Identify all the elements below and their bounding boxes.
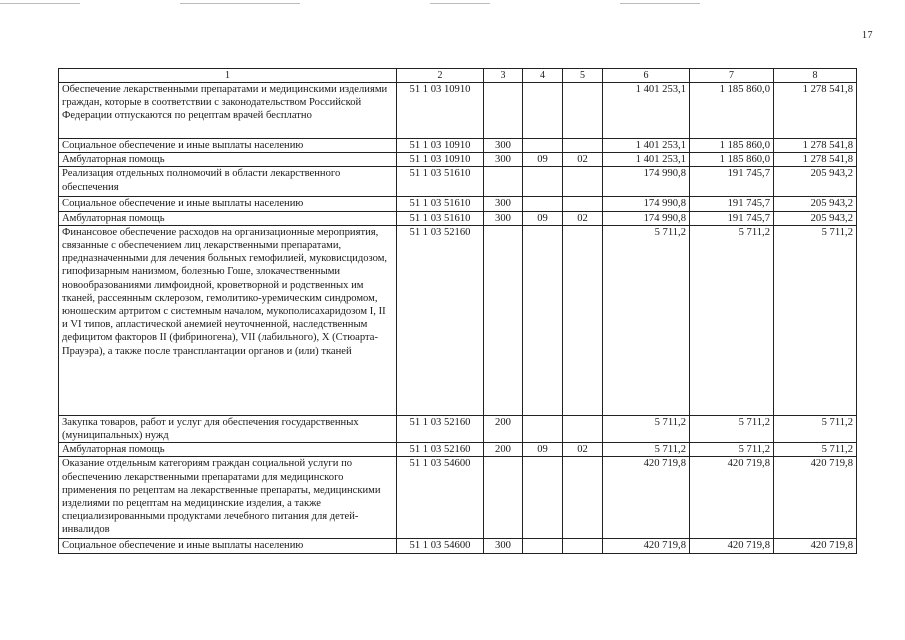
target-article-code-cell: 51 1 03 10910: [397, 153, 484, 167]
amount-year-2-cell: 5 711,2: [690, 443, 774, 457]
expense-type-cell: [484, 167, 523, 197]
expense-type-cell: 200: [484, 415, 523, 442]
target-article-code-cell: 51 1 03 54600: [397, 457, 484, 539]
column-header: 3: [484, 69, 523, 83]
expense-name-cell: Амбулаторная помощь: [59, 153, 397, 167]
section-cell: [523, 139, 563, 153]
section-cell: [523, 457, 563, 539]
section-cell: 09: [523, 211, 563, 225]
expense-name-cell: Социальное обеспечение и иные выплаты населению: [59, 539, 397, 553]
subsection-cell: 02: [563, 211, 603, 225]
amount-year-3-cell: 420 719,8: [774, 539, 857, 553]
expense-name-cell: Социальное обеспечение и иные выплаты населению: [59, 139, 397, 153]
expense-type-cell: 300: [484, 139, 523, 153]
amount-year-1-cell: 5 711,2: [603, 443, 690, 457]
scan-artifact: [0, 3, 80, 4]
amount-year-1-cell: 174 990,8: [603, 211, 690, 225]
amount-year-3-cell: 1 278 541,8: [774, 153, 857, 167]
subsection-cell: [563, 197, 603, 211]
target-article-code-cell: 51 1 03 51610: [397, 167, 484, 197]
table-row: [59, 197, 857, 211]
section-cell: [523, 225, 563, 415]
table-row: [59, 167, 857, 197]
scan-artifact: [430, 3, 490, 4]
expense-type-cell: [484, 457, 523, 539]
subsection-cell: [563, 139, 603, 153]
table-row: [59, 83, 857, 139]
expense-name-cell: Финансовое обеспечение расходов на организационные мероприятия, связанные с обеспечением лиц лекарственными препаратами, предназначенными для лечения больных гемофилией, муковисцидозом, гипофизарным нанизмом, болезнью Гоше, злокачественными новообразованиями лимфоидной, кроветворной и родственных им тканей, рассеянным склерозом, гемолитико-уремическим синдромом, юношеским артритом с системным началом, мукополисахаридозом I, II и VI типов, апластической анемией неуточненной, наследственным дефицитом факторов II (фибриногена), VII (лабильного), X (Стюарта-Прауэра), а также после трансплантации органов и (или) тканей: [59, 225, 397, 415]
expense-type-cell: 300: [484, 539, 523, 553]
target-article-code-cell: 51 1 03 52160: [397, 415, 484, 442]
subsection-cell: 02: [563, 443, 603, 457]
column-header: 5: [563, 69, 603, 83]
amount-year-2-cell: 1 185 860,0: [690, 83, 774, 139]
section-cell: [523, 83, 563, 139]
amount-year-3-cell: 205 943,2: [774, 167, 857, 197]
expense-name-cell: Социальное обеспечение и иные выплаты населению: [59, 197, 397, 211]
column-header: 8: [774, 69, 857, 83]
column-header: 7: [690, 69, 774, 83]
amount-year-1-cell: 420 719,8: [603, 539, 690, 553]
subsection-cell: [563, 167, 603, 197]
amount-year-2-cell: 1 185 860,0: [690, 153, 774, 167]
table-row: [59, 415, 857, 442]
amount-year-1-cell: 1 401 253,1: [603, 139, 690, 153]
subsection-cell: [563, 457, 603, 539]
amount-year-3-cell: 205 943,2: [774, 211, 857, 225]
amount-year-1-cell: 420 719,8: [603, 457, 690, 539]
amount-year-3-cell: 5 711,2: [774, 443, 857, 457]
section-cell: [523, 539, 563, 553]
amount-year-2-cell: 1 185 860,0: [690, 139, 774, 153]
column-header: 4: [523, 69, 563, 83]
table-row: [59, 139, 857, 153]
table-row: [59, 443, 857, 457]
subsection-cell: [563, 225, 603, 415]
amount-year-2-cell: 420 719,8: [690, 539, 774, 553]
amount-year-2-cell: 191 745,7: [690, 167, 774, 197]
amount-year-1-cell: 174 990,8: [603, 167, 690, 197]
amount-year-3-cell: 420 719,8: [774, 457, 857, 539]
expense-type-cell: [484, 225, 523, 415]
amount-year-1-cell: 1 401 253,1: [603, 153, 690, 167]
table-row: [59, 225, 857, 415]
column-header: 1: [59, 69, 397, 83]
amount-year-1-cell: 5 711,2: [603, 415, 690, 442]
section-cell: [523, 197, 563, 211]
target-article-code-cell: 51 1 03 54600: [397, 539, 484, 553]
target-article-code-cell: 51 1 03 52160: [397, 225, 484, 415]
expense-name-cell: Амбулаторная помощь: [59, 211, 397, 225]
column-number-row: [59, 69, 857, 83]
expense-name-cell: Амбулаторная помощь: [59, 443, 397, 457]
section-cell: [523, 167, 563, 197]
target-article-code-cell: 51 1 03 10910: [397, 139, 484, 153]
expense-name-cell: Оказание отдельным категориям граждан социальной услуги по обеспечению лекарственными препаратами для медицинского применения по рецептам на лекарственные препараты, медицинскими изделиями по рецептам на медицинские изделия, а также специализированными продуктами лечебного питания для детей-инвалидов: [59, 457, 397, 539]
page-number: 17: [862, 30, 873, 41]
amount-year-1-cell: 1 401 253,1: [603, 83, 690, 139]
amount-year-3-cell: 1 278 541,8: [774, 139, 857, 153]
amount-year-2-cell: 5 711,2: [690, 225, 774, 415]
table-row: [59, 211, 857, 225]
scan-artifact: [180, 3, 300, 4]
table-row: [59, 539, 857, 553]
amount-year-2-cell: 420 719,8: [690, 457, 774, 539]
expense-type-cell: 200: [484, 443, 523, 457]
amount-year-2-cell: 191 745,7: [690, 211, 774, 225]
subsection-cell: [563, 539, 603, 553]
expense-name-cell: Реализация отдельных полномочий в области лекарственного обеспечения: [59, 167, 397, 197]
amount-year-3-cell: 1 278 541,8: [774, 83, 857, 139]
amount-year-3-cell: 205 943,2: [774, 197, 857, 211]
amount-year-2-cell: 191 745,7: [690, 197, 774, 211]
budget-table-container: [58, 68, 857, 554]
section-cell: [523, 415, 563, 442]
target-article-code-cell: 51 1 03 52160: [397, 443, 484, 457]
amount-year-3-cell: 5 711,2: [774, 415, 857, 442]
amount-year-3-cell: 5 711,2: [774, 225, 857, 415]
scan-artifact: [620, 3, 700, 4]
subsection-cell: [563, 415, 603, 442]
subsection-cell: [563, 83, 603, 139]
table-row: [59, 457, 857, 539]
amount-year-1-cell: 174 990,8: [603, 197, 690, 211]
expense-type-cell: [484, 83, 523, 139]
target-article-code-cell: 51 1 03 51610: [397, 197, 484, 211]
target-article-code-cell: 51 1 03 51610: [397, 211, 484, 225]
amount-year-2-cell: 5 711,2: [690, 415, 774, 442]
section-cell: 09: [523, 153, 563, 167]
amount-year-1-cell: 5 711,2: [603, 225, 690, 415]
expense-name-cell: Обеспечение лекарственными препаратами и медицинскими изделиями граждан, которые в соответствии с законодательством Российской Федерации отпускаются по рецептам врачей бесплатно: [59, 83, 397, 139]
expense-name-cell: Закупка товаров, работ и услуг для обеспечения государственных (муниципальных) нужд: [59, 415, 397, 442]
target-article-code-cell: 51 1 03 10910: [397, 83, 484, 139]
expense-type-cell: 300: [484, 197, 523, 211]
column-header: 6: [603, 69, 690, 83]
table-row: [59, 153, 857, 167]
section-cell: 09: [523, 443, 563, 457]
expense-type-cell: 300: [484, 211, 523, 225]
subsection-cell: 02: [563, 153, 603, 167]
expense-type-cell: 300: [484, 153, 523, 167]
column-header: 2: [397, 69, 484, 83]
budget-table: [58, 68, 857, 554]
